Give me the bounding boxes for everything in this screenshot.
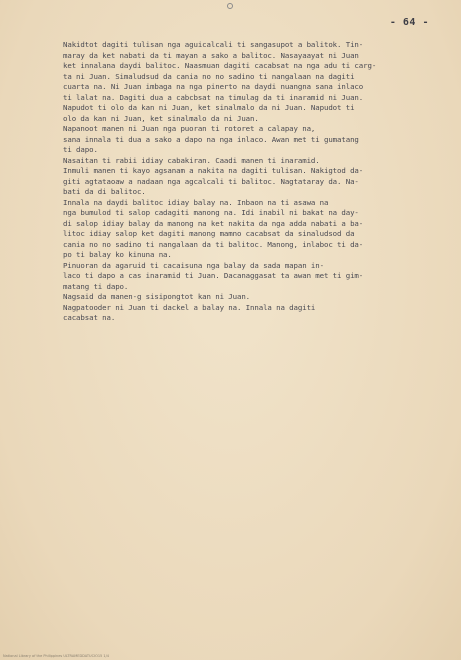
text-line: maray da ket nabati da ti mayan a sako a balitoc. Nasayaayat ni Juan (63, 50, 359, 60)
text-line: Innala na daydi balitoc idiay balay na. Inbaon na ti asawa na (63, 197, 329, 207)
text-line: ta ni Juan. Simaludsud da cania no no sadino ti nangalaan na dagiti (63, 71, 355, 81)
text-line: cania no no sadino ti nangalaan da ti balitoc. Manong, inlaboc ti da- (63, 239, 364, 249)
archive-footer: National Library of the Philippines ULTRAMEDDATUCIO15 1/4 (3, 654, 110, 658)
text-line: litoc idiay salop ket dagiti manong mamno cacabsat da sinaludsod da (63, 229, 355, 238)
text-line: matang ti dapo. (63, 281, 129, 291)
text-line: laco ti dapo a cas inaramid ti Juan. Dacanaggasat ta awan met ti gim- (63, 271, 364, 280)
punch-hole-mark (227, 3, 233, 9)
text-line: sana innala ti dua a sako a dapo na nga inlaco. Awan met ti gumatang (63, 134, 359, 144)
text-line: Nasaitan ti rabii idiay cabakiran. Caadi manen ti inaramid. (63, 155, 320, 165)
text-line: bati da di balitoc. (63, 187, 146, 196)
text-line: cacabsat na. (63, 313, 116, 322)
text-line: Nakidtot dagiti tulisan nga aguicalcali ti sangasupot a balitok. Tin- (63, 40, 364, 49)
text-line: Nagsaid da manen-g sisipongtot kan ni Juan. (63, 292, 251, 301)
text-line: Napudot ti olo da kan ni Juan, ket sinalmalo da ni Juan. Napudot ti (63, 103, 355, 112)
text-line: giti agtataoaw a nadaan nga agcalcali ti balitoc. Nagtataray da. Na- (63, 176, 359, 186)
typewritten-body (63, 40, 411, 324)
text-line: Inmuli manen ti kayo agsanam a nakita na dagiti tulisan. Nakigtod da- (63, 166, 364, 175)
text-line: ket innalana daydi balitoc. Naasmuan dagiti cacabsat na nga adu ti carg- (63, 61, 377, 70)
text-line: cuarta na. Ni Juan imbaga na nga pinerto na daydi nuangna sana inlaco (63, 82, 364, 91)
text-line: di salop idiay balay da manong na ket nakita da nga adda nabati a ba- (63, 218, 364, 228)
text-line: Nagpatooder ni Juan ti dackel a balay na. Innala na dagiti (63, 302, 316, 312)
text-line: Pinuoran da agaruid ti cacaisuna nga balay da sada mapan in- (63, 260, 324, 270)
text-line: po ti balay ko kinuna na. (63, 250, 172, 259)
text-line: olo da kan ni Juan, ket sinalmalo da ni Juan. (63, 113, 259, 123)
text-line: ti lalat na. Dagiti dua a cabcbsat na timulag da ti inaramid ni Juan. (63, 92, 364, 102)
text-line: Napanoot manen ni Juan nga puoran ti rotoret a calapay na, (63, 124, 316, 133)
text-line: nga bumulod ti salop cadagiti manong na. Idi inabil ni bakat na day- (63, 208, 359, 217)
text-line: ti dapo. (63, 145, 98, 154)
page-number: - 64 - (389, 17, 429, 28)
